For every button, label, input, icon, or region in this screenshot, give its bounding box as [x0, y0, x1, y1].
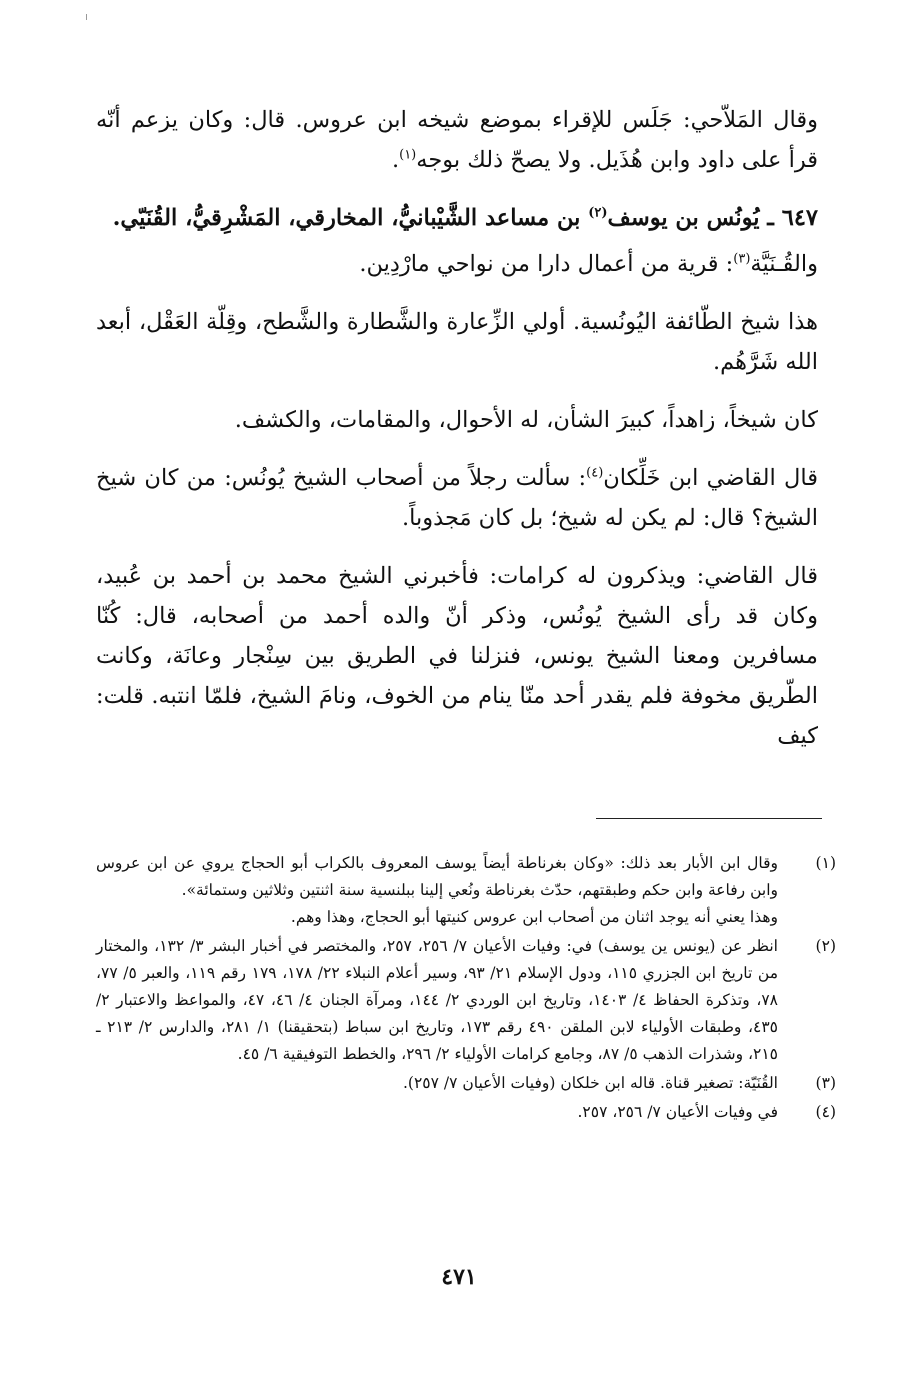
footnote-number: (٣)	[815, 1074, 836, 1092]
footnote-line: القُنَيّة: تصغير قناة. قاله ابن خلكان (وفيات الأعيان ٧/ ٢٥٧).	[402, 1074, 778, 1092]
footnote-body	[96, 933, 778, 1068]
footnote-separator	[596, 818, 822, 819]
place-name: والقُـنَيَّة	[750, 251, 818, 277]
corner-mark	[86, 14, 87, 20]
footnote-line: في وفيات الأعيان ٧/ ٢٥٦، ٢٥٧.	[577, 1103, 778, 1121]
paragraph-description: كان شيخاً، زاهداً، كبيرَ الشأن، له الأحوال، والمقامات، والكشف.	[234, 407, 818, 433]
footnote-number: (١)	[815, 854, 836, 872]
footnote-ref-1[interactable]: (١)	[399, 147, 417, 163]
footnote-ref-2[interactable]: (٢)	[588, 205, 608, 221]
paragraph-text: وقال المَلاّحي: جَلَس للإقراء بموضع شيخه ابن عروس. قال: وكان يزعم أنّه قرأ على داود وابن هُذَيل. ولا يصحّ ذلك بوجه	[96, 107, 818, 173]
paragraph-mallahi	[96, 100, 818, 180]
footnote-line: انظر عن (يونس ين يوسف) في: وفيات الأعيان ٧/ ٢٥٦، ٢٥٧، والمختصر في أخبار البشر ٣/ ١٣٢، والمختار من تاريخ ابن الجزري ١١٥، ودول الإسلام ٢١/ ٩٣، وسير أعلام النبلاء ٢٢/ ١٧٨، ١٧٩ رقم ١١٩، والعبر ٥/ ٧٧، ٧٨، وتذكرة الحفاظ ٤/ ١٤٠٣، وتاريخ ابن الوردي ٢/ ١٤٤، ومرآة الجنان ٤/ ٤٦، ٤٧، والمواعظ والاعتبار ٢/ ٤٣٥، وطبقات الأولياء لابن الملقن ٤٩٠ رقم ١٧٣، وتاريخ ابن سباط (بتحقيقنا) ١/ ٢٨١، والدارس ٢/ ٢١٣ ـ ٢١٥، وشذرات الذهب ٥/ ٨٧، وجامع كرامات الأولياء ٢/ ٢٩٦، والخطط التوفيقية ٦/ ٤٥.	[96, 937, 779, 1063]
page-number: ٤٧١	[441, 1264, 477, 1290]
paragraph-karamat: قال القاضي: ويذكرون له كرامات: فأخبرني الشيخ محمد بن أحمد بن عُبيد، وكان قد رأى الشيخ يُونُس، وذكر أنّ والده أحمد من أصحابه، قال: كُنّا مسافرين ومعنا الشيخ يونس، فنزلنا في الطريق بين سِنْجار وعانَة، وكانت الطّريق مخوفة فلم يقدر أحد منّا ينام من الخوف، ونامَ الشيخ، فلمّا انتبه. قلت: كيف	[96, 563, 818, 749]
footnote-line: وقال ابن الأبار بعد ذلك: «وكان بغرناطة أيضاً يوسف المعروف بالكراب أبو الحجاج يروي عن ابن عروس وابن رفاعة وابن حكم وطبقتهم، حدّث بغرناطة ونُعي إلينا ببلنسية سنة اثنتين وثلاثين وستمائة».	[96, 854, 778, 899]
footnote-3	[96, 1070, 836, 1097]
entry-lineage: بن مساعد الشَّيْبانيُّ، المخارقي، المَشْرِقيُّ، القُنَيّي.	[112, 205, 589, 231]
paragraph-ibn-khallikan	[96, 458, 818, 538]
footnote-body	[96, 1099, 778, 1126]
footnote-line: وهذا يعني أنه يوجد اثنان من أصحاب ابن عروس كنيتها أبو الحجاج، وهذا وهم.	[290, 908, 778, 926]
footnote-4	[96, 1099, 836, 1126]
footnotes	[96, 850, 836, 1128]
entry-heading	[96, 198, 818, 238]
footnote-body	[96, 1070, 778, 1097]
paragraph-end: .	[391, 147, 400, 173]
paragraph-qunayya	[96, 244, 818, 284]
footnote-number: (٤)	[815, 1103, 836, 1121]
footnote-ref-3[interactable]: (٣)	[733, 251, 751, 267]
footnote-1	[96, 850, 836, 931]
footnote-number: (٢)	[815, 937, 836, 955]
footnote-body	[96, 850, 778, 931]
place-description: : قرية من أعمال دارا من نواحي مارْدِين.	[359, 251, 734, 277]
paragraph-text: قال القاضي ابن خَلِّكان	[603, 465, 818, 491]
main-text	[96, 100, 818, 762]
entry-name: ٦٤٧ ـ يُونُس بن يوسف	[607, 205, 818, 231]
footnote-ref-4[interactable]: (٤)	[586, 465, 604, 481]
footnote-2	[96, 933, 836, 1068]
paragraph-text: : سألت رجلاً من أصحاب الشيخ يُونُس: من كان شيخ الشيخ؟ قال: لم يكن له شيخ؛ بل كان مَجذوباً.	[96, 465, 818, 531]
paragraph-yunusiyya: هذا شيخ الطّائفة اليُونُسية. أولي الزِّعارة والشَّطارة والشَّطح، وقِلّة العَقْل، أبعد الله شَرَّهُم.	[96, 309, 818, 375]
